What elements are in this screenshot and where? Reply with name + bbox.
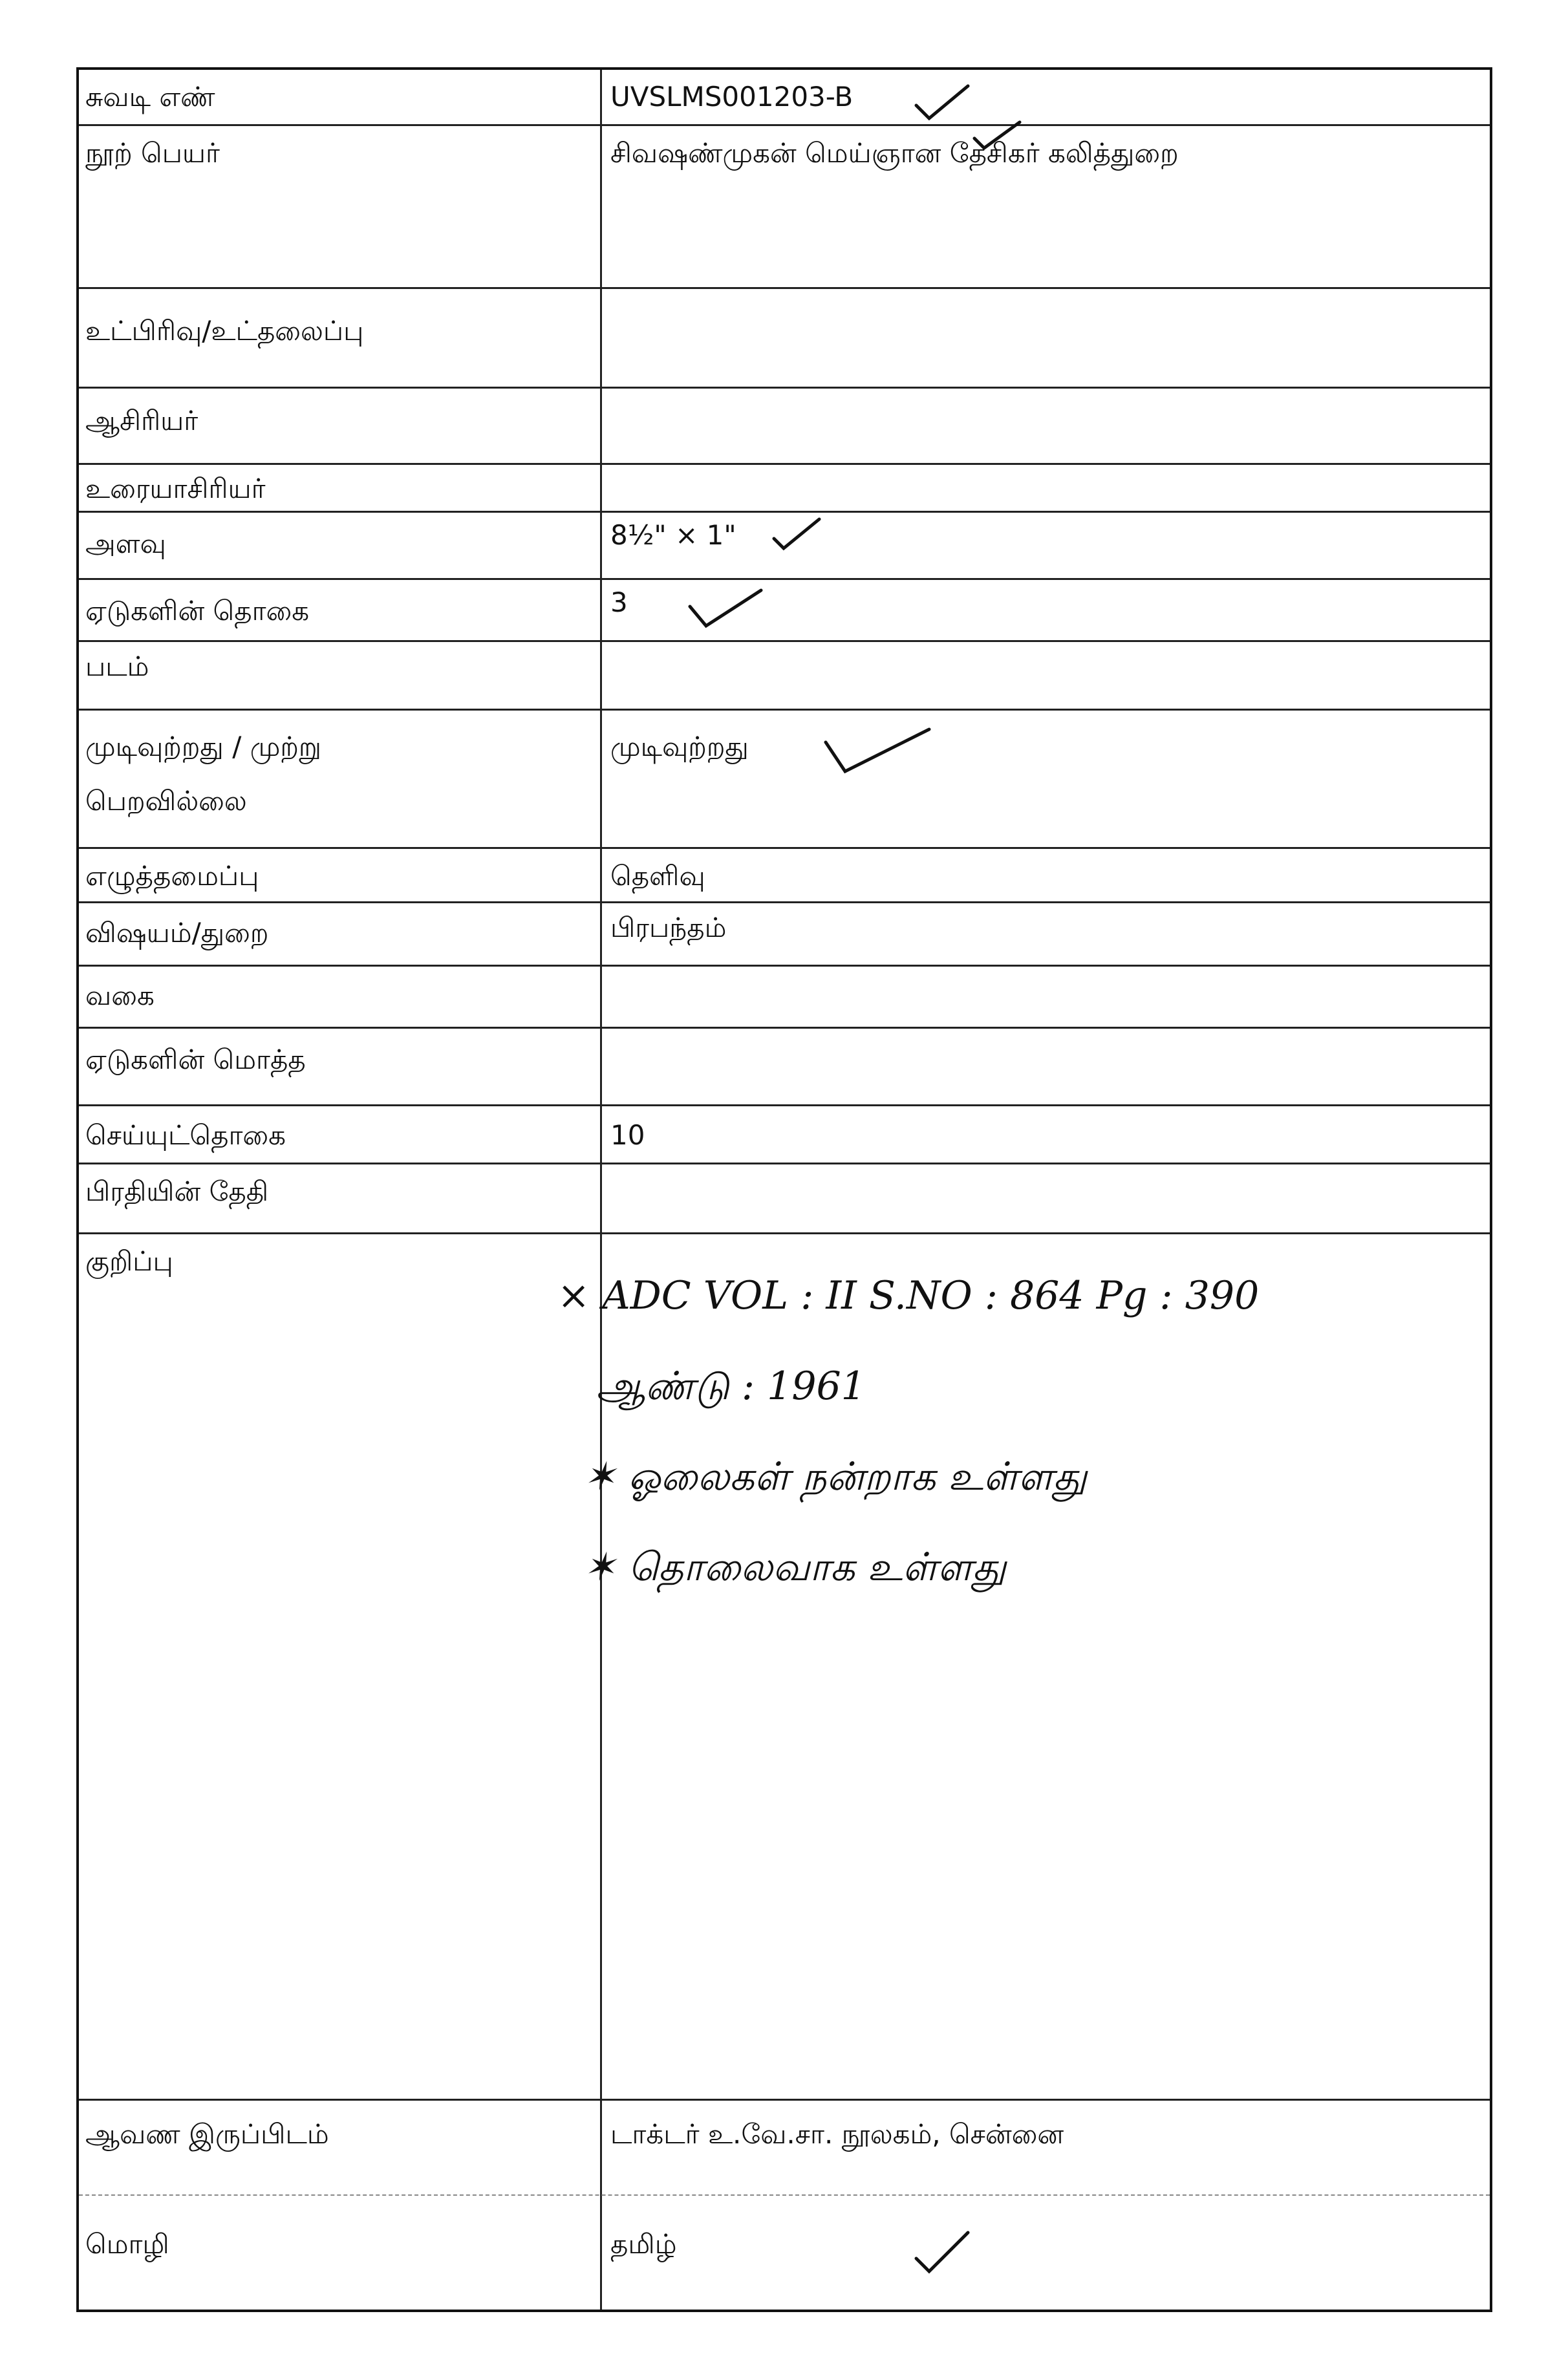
value-subject: பிரபந்தம் [610, 912, 727, 943]
label-completion-line2: பெறவில்லை [85, 785, 247, 817]
row-category [79, 965, 1490, 1027]
label-completion [85, 720, 321, 828]
label-picture: படம் [85, 650, 149, 682]
row-completion [79, 709, 1490, 847]
label-leaf-count: ஏடுகளின் தொகை [85, 595, 310, 627]
row-subdivision [79, 287, 1490, 387]
label-notes: குறிப்பு [85, 1245, 173, 1277]
label-manuscript-number: சுவடி எண் [85, 81, 215, 113]
value-leaf-count: 3 [610, 586, 628, 618]
value-archive-location: டாக்டர் உ.வே.சா. நூலகம், சென்னை [610, 2118, 1064, 2150]
value-completion: முடிவுற்றது [610, 731, 749, 762]
row-leaf-count [79, 578, 1490, 640]
row-subject [79, 901, 1490, 965]
label-language: மொழி [85, 2228, 169, 2260]
value-manuscript-number: UVSLMS001203-B [610, 81, 854, 113]
row-size [79, 511, 1490, 578]
row-picture [79, 640, 1490, 709]
row-notes [79, 1232, 1490, 2099]
label-size: அளவு [85, 528, 166, 559]
label-author: ஆசிரியர் [85, 405, 199, 436]
row-author [79, 387, 1490, 463]
note-line-1: × ADC VOL : II S.NO : 864 Pg : 390 [557, 1273, 1260, 1318]
value-size: 8½" × 1" [610, 519, 736, 551]
label-commentator: உரையாசிரியர் [85, 473, 266, 504]
row-manuscript-number [79, 70, 1490, 124]
row-book-name [79, 124, 1490, 287]
value-book-name: சிவஷண்முகன் மெய்ஞான தேசிகர் கலித்துறை [610, 137, 1179, 169]
row-total-leaves [79, 1027, 1490, 1104]
note-line-2: ஆண்டு : 1961 [596, 1364, 866, 1409]
label-copy-date: பிரதியின் தேதி [85, 1175, 269, 1207]
label-script: எழுத்தமைப்பு [85, 860, 259, 892]
label-subject: விஷயம்/துறை [85, 917, 269, 949]
label-category: வகை [85, 980, 155, 1011]
label-completion-line1: முடிவுற்றது / முற்று [85, 731, 322, 762]
catalog-sheet [76, 67, 1492, 2312]
row-script [79, 847, 1490, 901]
note-line-3: ✶ ஓலைகள் நன்றாக உள்ளது [583, 1454, 1087, 1499]
row-copy-date [79, 1163, 1490, 1232]
row-archive-location [79, 2099, 1490, 2194]
row-verse-count [79, 1104, 1490, 1163]
label-verse-count: செய்யுட்தொகை [85, 1119, 286, 1151]
note-line-4: ✶ தொலைவாக உள்ளது [583, 1545, 1007, 1590]
row-commentator [79, 463, 1490, 511]
label-archive-location: ஆவண இருப்பிடம் [85, 2118, 329, 2150]
label-total-leaves: ஏடுகளின் மொத்த [85, 1044, 306, 1075]
value-verse-count: 10 [610, 1119, 645, 1151]
value-language: தமிழ் [610, 2228, 677, 2260]
row-language [79, 2194, 1490, 2310]
value-script: தெளிவு [610, 860, 705, 892]
label-book-name: நூற் பெயர் [85, 137, 220, 169]
label-subdivision: உட்பிரிவு/உட்தலைப்பு [85, 315, 364, 347]
